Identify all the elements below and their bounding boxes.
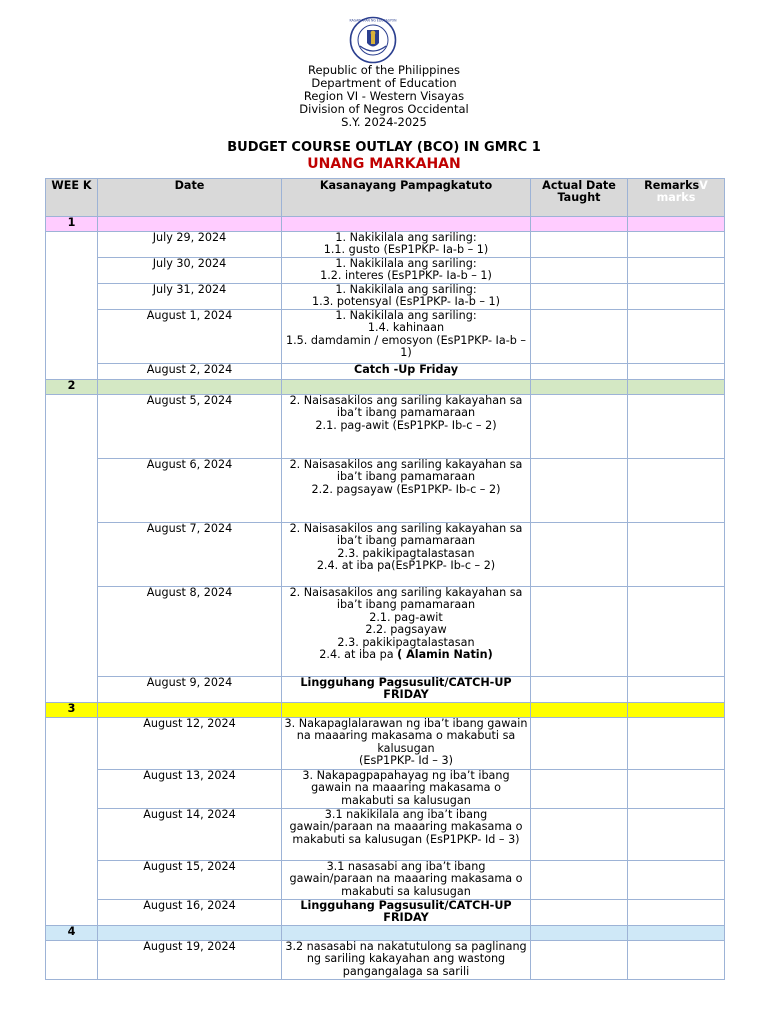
table-row: [46, 718, 725, 770]
competency-line: 2. Naisasakilos ang sariling kakayahan sa iba’t ibang pamamaraan: [289, 586, 523, 612]
week-row: [46, 217, 725, 232]
actual-date-cell: [531, 677, 628, 703]
competency-cell: [282, 523, 531, 587]
table-row: [46, 587, 725, 677]
competency-line: 1.3. potensyal (EsP1PKP- Ia-b – 1): [312, 295, 500, 309]
competency-line: 3.2 nasasabi na nakatutulong sa paglinang ng sariling kakayahan ang wastong pangangalaga sa sarili: [285, 940, 527, 978]
competency-line: 1. Nakikilala ang sariling:: [335, 309, 477, 322]
competency-line: 1. Nakikilala ang sariling:: [335, 257, 477, 270]
remarks-cell: [628, 809, 725, 861]
week-row: [46, 703, 725, 718]
remarks-cell: [628, 459, 725, 523]
remarks-cell: [628, 364, 725, 380]
date-cell: August 8, 2024: [98, 587, 282, 677]
week-row: [46, 380, 725, 395]
date-cell: August 12, 2024: [98, 718, 282, 770]
competency-line: 1. Nakikilala ang sariling:: [335, 231, 477, 244]
table-row: [46, 284, 725, 310]
letterhead-line: Division of Negros Occidental: [299, 102, 469, 116]
actual-date-cell: [531, 941, 628, 980]
actual-date-cell: [531, 770, 628, 809]
competency-line: 2.3. pakikipagtalastasan: [337, 546, 475, 560]
date-cell: August 19, 2024: [98, 941, 282, 980]
deped-seal-logo: [340, 16, 406, 64]
competency-cell: [282, 770, 531, 809]
letterhead-line: S.Y. 2024-2025: [341, 115, 427, 129]
competency-cell: [282, 861, 531, 900]
catch-up-cell: Catch -Up Friday: [282, 364, 531, 380]
date-cell: August 5, 2024: [98, 395, 282, 459]
competency-line-text: 2.4. at iba pa: [319, 648, 398, 662]
week-number: 1: [46, 217, 98, 232]
competency-cell: [282, 809, 531, 861]
remarks-cell: [628, 718, 725, 770]
seal-text: KAGAWARAN NG EDUKASYON: [349, 18, 397, 23]
header-week: WEE K: [46, 179, 98, 217]
competency-line: 2.2. pagsayaw (EsP1PKP- Ib-c – 2): [311, 482, 501, 496]
header-remarks: [628, 179, 725, 217]
document-title: [0, 140, 768, 172]
date-cell: July 31, 2024: [98, 284, 282, 310]
competency-line: 2. Naisasakilos ang sariling kakayahan sa iba’t ibang pamamaraan: [289, 458, 523, 484]
header-remarks-overflow: V marks: [656, 179, 708, 205]
remarks-cell: [628, 284, 725, 310]
table-row: [46, 809, 725, 861]
letterhead-line: Department of Education: [311, 76, 457, 90]
actual-date-cell: [531, 284, 628, 310]
letterhead: [0, 64, 768, 129]
actual-date-cell: [531, 395, 628, 459]
competency-line: [284, 649, 528, 661]
date-cell: August 14, 2024: [98, 809, 282, 861]
remarks-cell: [628, 523, 725, 587]
competency-line: 2.1. pag-awit: [369, 610, 443, 624]
competency-line: 2. Naisasakilos ang sariling kakayahan sa iba’t ibang pamamaraan: [289, 522, 523, 548]
title-quarter: UNANG MARKAHAN: [307, 156, 461, 172]
table-row: [46, 258, 725, 284]
actual-date-cell: [531, 718, 628, 770]
week-number: 2: [46, 380, 98, 395]
competency-line: 3.1 nasasabi ang iba’t ibang gawain/paraan na maaaring makasama o makabuti sa kalusugan: [289, 860, 523, 898]
competency-cell: [282, 459, 531, 523]
competency-line: 2.2. pagsayaw: [365, 623, 447, 637]
remarks-cell: [628, 587, 725, 677]
competency-line: 1.1. gusto (EsP1PKP- Ia-b – 1): [323, 243, 489, 257]
remarks-cell: [628, 232, 725, 258]
date-cell: August 16, 2024: [98, 900, 282, 926]
week-row: [46, 926, 725, 941]
table-row: [46, 900, 725, 926]
competency-line: 2. Naisasakilos ang sariling kakayahan sa iba’t ibang pamamaraan: [289, 394, 523, 420]
date-cell: August 2, 2024: [98, 364, 282, 380]
competency-line: 1.2. interes (EsP1PKP- Ia-b – 1): [320, 269, 492, 283]
header-actual-date: Actual Date Taught: [531, 179, 628, 217]
table-row: [46, 677, 725, 703]
table-row: [46, 232, 725, 258]
competency-cell: [282, 587, 531, 677]
date-cell: August 6, 2024: [98, 459, 282, 523]
competency-line: 3. Nakapaglalarawan ng iba’t ibang gawain na maaaring makasama o makabuti sa kalusugan: [284, 717, 528, 755]
actual-date-cell: [531, 258, 628, 284]
competency-line: 2.3. pakikipagtalastasan: [337, 635, 475, 649]
actual-date-cell: [531, 523, 628, 587]
competency-cell: [282, 258, 531, 284]
actual-date-cell: [531, 310, 628, 364]
competency-line: 1.4. kahinaan: [367, 321, 445, 335]
date-cell: August 1, 2024: [98, 310, 282, 364]
competency-cell: [282, 232, 531, 258]
competency-line: 1.5. damdamin / emosyon (EsP1PKP- Ia-b – 1): [285, 333, 526, 360]
remarks-cell: [628, 677, 725, 703]
catch-up-cell: Lingguhang Pagsusulit/CATCH-UP FRIDAY: [282, 900, 531, 926]
date-cell: August 13, 2024: [98, 770, 282, 809]
table-row: [46, 861, 725, 900]
week-number: 3: [46, 703, 98, 718]
competency-line: 3.1 nakikilala ang iba’t ibang gawain/paraan na maaaring makasama o makabuti sa kalusugan (EsP1PKP- Id – 3): [289, 808, 523, 846]
competency-cell: [282, 395, 531, 459]
remarks-cell: [628, 941, 725, 980]
competency-cell: [282, 310, 531, 364]
remarks-cell: [628, 900, 725, 926]
table-row: [46, 310, 725, 364]
bco-table: [45, 178, 725, 980]
table-header-row: [46, 179, 725, 217]
actual-date-cell: [531, 232, 628, 258]
remarks-cell: [628, 258, 725, 284]
table-row: [46, 364, 725, 380]
catch-up-cell: Lingguhang Pagsusulit/CATCH-UP FRIDAY: [282, 677, 531, 703]
actual-date-cell: [531, 861, 628, 900]
date-cell: August 15, 2024: [98, 861, 282, 900]
letterhead-line: Republic of the Philippines: [307, 63, 461, 77]
actual-date-cell: [531, 809, 628, 861]
letterhead-line: Region VI - Western Visayas: [303, 89, 465, 103]
remarks-cell: [628, 861, 725, 900]
week-number: 4: [46, 926, 98, 941]
competency-line: 2.4. at iba pa(EsP1PKP- Ib-c – 2): [316, 559, 496, 573]
table-row: [46, 770, 725, 809]
competency-cell: [282, 284, 531, 310]
competency-line: 2.1. pag-awit (EsP1PKP- Ib-c – 2): [315, 418, 497, 432]
remarks-cell: [628, 310, 725, 364]
actual-date-cell: [531, 900, 628, 926]
header-remarks-label: Remarks: [644, 179, 700, 192]
header-date: Date: [98, 179, 282, 217]
date-cell: August 9, 2024: [98, 677, 282, 703]
actual-date-cell: [531, 459, 628, 523]
table-row: [46, 459, 725, 523]
table-row: [46, 395, 725, 459]
table-row: [46, 941, 725, 980]
competency-line: 3. Nakapagpapahayag ng iba’t ibang gawain na maaaring makasama o makabuti sa kalusugan: [302, 769, 510, 807]
header-competency: Kasanayang Pampagkatuto: [282, 179, 531, 217]
date-cell: July 29, 2024: [98, 232, 282, 258]
competency-line: 1. Nakikilala ang sariling:: [335, 283, 477, 296]
remarks-cell: [628, 770, 725, 809]
table-row: [46, 523, 725, 587]
actual-date-cell: [531, 364, 628, 380]
competency-cell: [282, 718, 531, 770]
remarks-cell: [628, 395, 725, 459]
title-main: BUDGET COURSE OUTLAY (BCO) IN GMRC 1: [227, 140, 541, 155]
actual-date-cell: [531, 587, 628, 677]
competency-line: (EsP1PKP- Id – 3): [359, 754, 453, 768]
date-cell: August 7, 2024: [98, 523, 282, 587]
date-cell: July 30, 2024: [98, 258, 282, 284]
alamin-natin-label: ( Alamin Natin): [397, 648, 493, 662]
competency-cell: [282, 941, 531, 980]
